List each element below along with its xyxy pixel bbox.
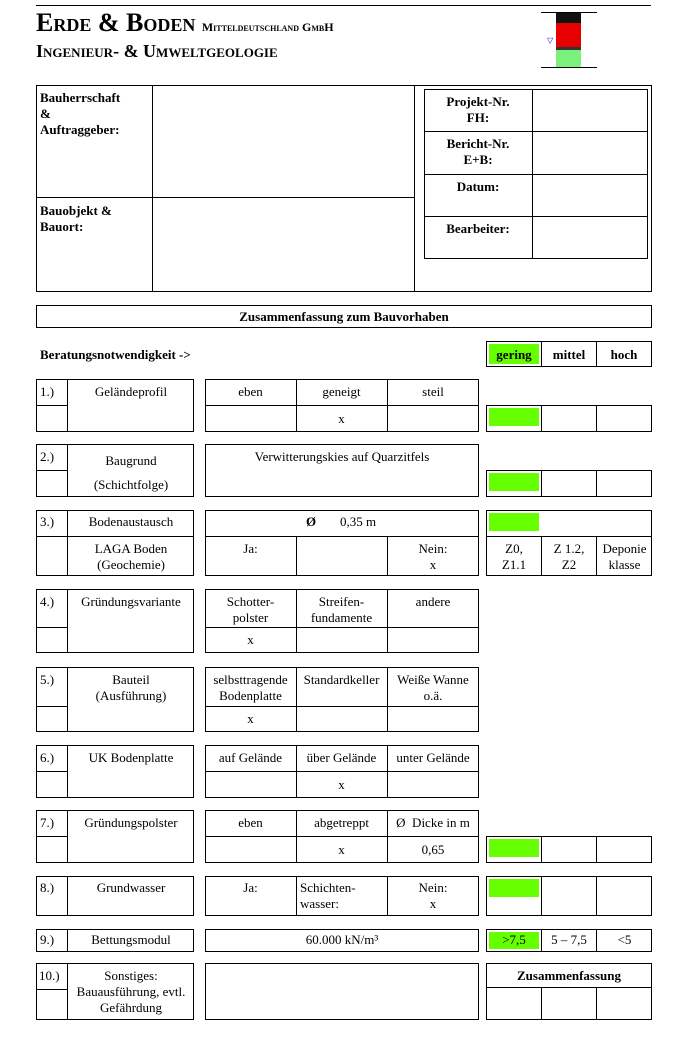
projekt-label: Projekt-Nr. FH: — [446, 94, 510, 125]
row7-h2: Ø Dicke in m — [396, 815, 470, 830]
row10-text-field[interactable] — [205, 963, 479, 1020]
row8-number: 8.) — [40, 880, 55, 895]
row8-ja[interactable]: Ja: — [243, 880, 258, 895]
row1-h0: eben — [238, 384, 263, 399]
row7-v2[interactable]: 0,65 — [421, 842, 445, 857]
row8-rating-fill — [489, 879, 539, 897]
row3-value[interactable]: 0,35 m — [340, 514, 377, 529]
bericht-field[interactable] — [533, 132, 647, 174]
level-hoch[interactable]: hoch — [610, 347, 638, 362]
row7-h1: abgetreppt — [314, 815, 369, 830]
level-gering[interactable]: gering — [496, 347, 532, 362]
bauherr-label: Bauherrschaft & Auftraggeber: — [40, 90, 121, 137]
logo-icon: ▽ — [541, 12, 597, 68]
row6-label: UK Bodenplatte — [88, 750, 174, 765]
datum-field[interactable] — [533, 175, 647, 216]
row8-label: Grundwasser — [96, 880, 166, 895]
row10-number: 10.) — [39, 968, 60, 983]
row3-z0[interactable]: Z0, Z1.1 — [501, 541, 527, 572]
company-name: Erde & Boden Mitteldeutschland GmbH — [36, 8, 334, 37]
row7-rating-fill — [489, 839, 539, 857]
datum-label: Datum: — [456, 179, 500, 194]
row1-h2: steil — [422, 384, 444, 399]
bericht-label: Bericht-Nr. E+B: — [446, 136, 510, 167]
row3-z1[interactable]: Z 1.2, Z2 — [553, 541, 585, 572]
bauobjekt-field[interactable] — [153, 198, 414, 291]
row6-h1: über Gelände — [306, 750, 377, 765]
row9-number: 9.) — [40, 932, 55, 947]
row2-number: 2.) — [40, 449, 55, 464]
row7-number: 7.) — [40, 815, 55, 830]
row4-h0: Schotter- polster — [226, 594, 275, 625]
beratung-label: Beratungsnotwendigkeit -> — [40, 347, 191, 362]
row4-label: Gründungsvariante — [81, 594, 181, 609]
company-subtitle: Ingenieur- & Umweltgeologie — [36, 41, 278, 61]
row8-schichtenwasser[interactable]: Schichten- wasser: — [300, 880, 356, 911]
row3-nein: Nein: x — [418, 541, 448, 572]
bauobjekt-label: Bauobjekt & Bauort: — [40, 203, 112, 234]
level-mittel[interactable]: mittel — [552, 347, 586, 362]
summary-title: Zusammenfassung zum Bauvorhaben — [239, 309, 449, 324]
row3-ja: Ja: — [243, 541, 258, 556]
row6-v1[interactable]: x — [338, 777, 345, 792]
row9-opt0[interactable]: >7,5 — [502, 932, 526, 947]
row9-label: Bettungsmodul — [91, 932, 171, 947]
row3-rating-fill — [489, 513, 539, 531]
row7-label: Gründungspolster — [84, 815, 178, 830]
projekt-field[interactable] — [533, 90, 647, 131]
row3-label: Bodenaustausch — [88, 514, 174, 529]
row5-h2: Weiße Wanne o.ä. — [397, 672, 469, 703]
bearbeiter-field[interactable] — [533, 217, 647, 258]
row5-h0: selbsttragende Bodenplatte — [213, 672, 288, 703]
row5-label: Bauteil (Ausführung) — [95, 672, 167, 703]
row4-v0[interactable]: x — [247, 632, 254, 647]
row2-label: Baugrund (Schichtfolge) — [93, 453, 169, 492]
row1-rating-fill — [489, 408, 539, 426]
row2-rating-fill — [489, 473, 539, 491]
row10-label: Sonstiges: Bauausführung, evtl. Gefährdung — [76, 968, 186, 1015]
row4-h2: andere — [415, 594, 451, 609]
row2-text[interactable]: Verwitterungskies auf Quarzitfels — [254, 449, 430, 464]
bauherr-field[interactable] — [153, 86, 414, 197]
row5-number: 5.) — [40, 672, 55, 687]
row7-v1[interactable]: x — [338, 842, 345, 857]
row9-value[interactable]: 60.000 kN/m³ — [305, 932, 379, 947]
row1-label: Geländeprofil — [94, 384, 168, 399]
summary-label: Zusammenfassung — [516, 968, 622, 983]
diameter-symbol: Ø — [306, 514, 317, 529]
bearbeiter-label: Bearbeiter: — [446, 221, 510, 236]
company-suffix: Mitteldeutschland GmbH — [201, 20, 334, 34]
row9-opt2[interactable]: <5 — [617, 932, 632, 947]
row4-number: 4.) — [40, 594, 55, 609]
row6-h2: unter Gelände — [396, 750, 470, 765]
row1-number: 1.) — [40, 384, 55, 399]
row3-label2: LAGA Boden (Geochemie) — [94, 541, 168, 572]
row3-number: 3.) — [40, 514, 55, 529]
row8-nein[interactable]: Nein: x — [418, 880, 448, 911]
row1-v1[interactable]: x — [338, 411, 345, 426]
row1-h1: geneigt — [322, 384, 361, 399]
row5-v0[interactable]: x — [247, 711, 254, 726]
row9-opt1[interactable]: 5 – 7,5 — [551, 932, 587, 947]
row5-h1: Standardkeller — [303, 672, 380, 687]
row4-h1: Streifen- fundamente — [310, 594, 373, 625]
row7-h0: eben — [238, 815, 263, 830]
row6-number: 6.) — [40, 750, 55, 765]
row6-h0: auf Gelände — [218, 750, 283, 765]
row3-z2[interactable]: Deponie klasse — [602, 541, 647, 572]
